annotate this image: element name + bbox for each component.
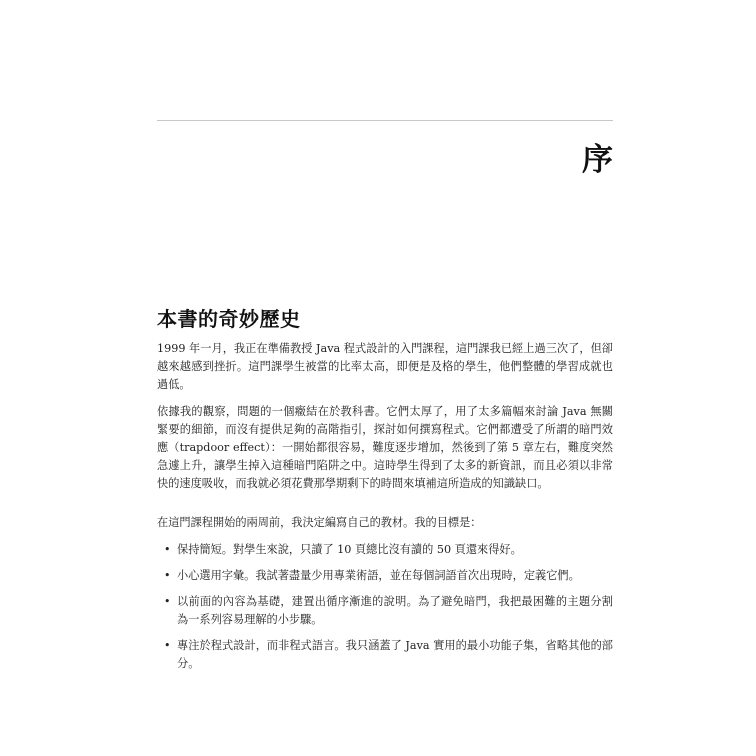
- bullet-icon: •: [164, 595, 171, 608]
- paragraph-2: 依據我的觀察，問題的一個癥結在於教科書。它們太厚了，用了太多篇幅來討論 Java 無關緊要的細節，而沒有提供足夠的高階指引，探討如何撰寫程式。它們都遭受了所謂的暗門效應（trapdoor effect）：一開始都很容易，難度逐步增加，然後到了第 5 章左右，難度突然急遽上升，讓學生掉入這種暗門陷阱之中。這時學生得到了太多的新資訊，而且必須以非常快的速度吸收，而我就必須花費那學期剩下的時間來填補這所造成的知識缺口。: [157, 405, 613, 490]
- list-item-text: 小心選用字彙。我試著盡量少用專業術語，並在每個詞語首次出現時，定義它們。: [177, 569, 580, 582]
- bullet-icon: •: [164, 639, 171, 652]
- list-item-text: 以前面的內容為基礎，建置出循序漸進的說明。為了避免暗門，我把最困難的主題分割為一系列容易理解的小步驟。: [177, 595, 613, 626]
- paragraph-1: 1999 年一月，我正在準備教授 Java 程式設計的入門課程，這門課我已經上過三次了，但卻越來越感到挫折。這門課學生被當的比率太高，即便是及格的學生，他們整體的學習成就也過低。: [157, 342, 613, 391]
- goals-list: [157, 541, 613, 681]
- list-item-text: 專注於程式設計，而非程式語言。我只涵蓋了 Java 實用的最小功能子集，省略其他的部分。: [177, 639, 613, 670]
- top-divider: [157, 120, 613, 121]
- bullet-icon: •: [164, 543, 171, 556]
- list-item: [157, 593, 613, 629]
- list-item: [157, 637, 613, 673]
- list-item: [157, 567, 613, 585]
- bullet-icon: •: [164, 569, 171, 582]
- section-heading: 本書的奇妙歷史: [157, 307, 301, 331]
- list-item-text: 保持簡短。對學生來說，只讀了 10 頁總比沒有讀的 50 頁還來得好。: [177, 543, 522, 556]
- list-item: [157, 541, 613, 559]
- chapter-title: 序: [582, 142, 613, 178]
- paragraph-3: 在這門課程開始的兩周前，我決定編寫自己的教材。我的目標是：: [157, 516, 482, 529]
